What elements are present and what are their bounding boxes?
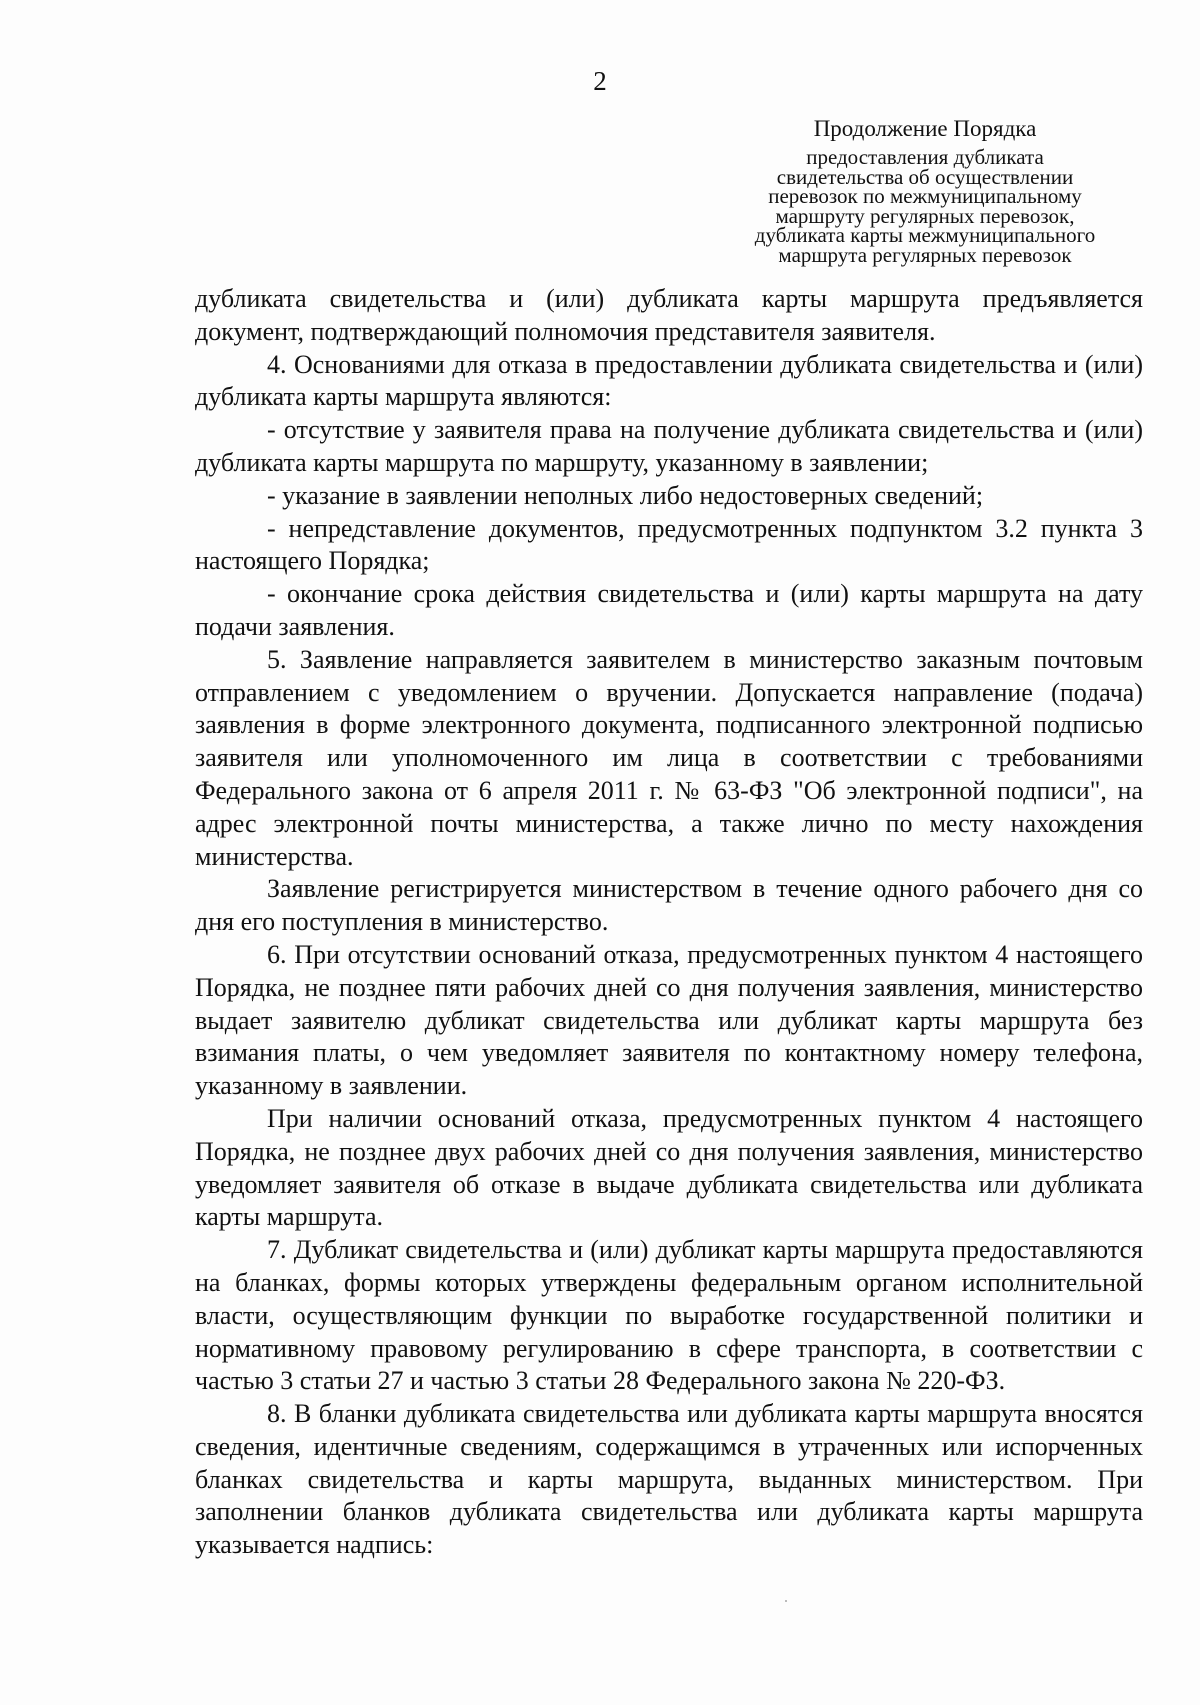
paragraph: 6. При отсутствии оснований отказа, предусмотренных пунктом 4 настоящего Порядка, не позднее пяти рабочих дней со дня получения заявления, министерство выдает заявителю дубликат свидетельства или дубликат карты маршрута без взимания платы, о чем уведомляет заявителя по контактному номеру телефона, указанному в заявлении. xyxy=(195,939,1143,1101)
header-title: Продолжение Порядка xyxy=(813,116,1037,141)
paragraph: - непредставление документов, предусмотренных подпунктом 3.2 пункта 3 настоящего Порядка; xyxy=(195,513,1143,576)
body-text xyxy=(195,283,1143,1562)
paragraph: Заявление регистрируется министерством в течение одного рабочего дня со дня его поступления в министерство. xyxy=(195,874,1143,937)
paragraph: 8. В бланки дубликата свидетельства или дубликата карты маршрута вносятся сведения, идентичные сведениям, содержащимся в утраченных или испорченных бланках свидетельства и карты маршрута, выданных министерством. При заполнении бланков дубликата свидетельства или дубликата карты маршрута указывается надпись: xyxy=(195,1399,1143,1560)
paragraph: - указание в заявлении неполных либо недостоверных сведений; xyxy=(267,480,984,510)
header-line: маршруту регулярных перевозок, xyxy=(775,203,1075,228)
header-line: маршрута регулярных перевозок xyxy=(778,242,1072,267)
paragraph: При наличии оснований отказа, предусмотренных пунктом 4 настоящего Порядка, не позднее двух рабочих дней со дня получения заявления, министерство уведомляет заявителя об отказе в выдаче дубликата свидетельства или дубликата карты маршрута. xyxy=(195,1103,1143,1232)
header-line: предоставления дубликата xyxy=(806,145,1044,169)
header-line: свидетельства об осуществлении xyxy=(776,164,1074,189)
page-number: 2 xyxy=(593,66,607,96)
header-line: дубликата карты межмуниципального xyxy=(754,223,1096,247)
paragraph: 7. Дубликат свидетельства и (или) дубликат карты маршрута предоставляются на бланках, формы которых утверждены федеральным органом исполнительной власти, осуществляющим функции по выработке государственной политики и нормативному правовому регулированию в сфере транспорта, в соответствии с частью 3 статьи 27 и частью 3 статьи 28 Федерального закона № 220-ФЗ. xyxy=(195,1235,1143,1396)
header-line: перевозок по межмуниципальному xyxy=(768,184,1082,208)
scan-speck xyxy=(785,1600,787,1602)
header-note xyxy=(720,118,1130,265)
paragraph: дубликата свидетельства и (или) дубликата карты маршрута предъявляется документ, подтверждающий полномочия представителя заявителя. xyxy=(195,284,1143,346)
paragraph: 5. Заявление направляется заявителем в министерство заказным почтовым отправлением с уведомлением о вручении. Допускается направление (подача) заявления в форме электронного документа, подписанного электронной подписью заявителя или уполномоченного им лица в соответствии с требованиями Федерального закона от 6 апреля 2011 г. № 63-ФЗ "Об электронной подписи", на адрес электронной почты министерства, а также лично по месту нахождения министерства. xyxy=(195,644,1143,871)
paragraph: - отсутствие у заявителя права на получение дубликата свидетельства и (или) дубликата карты маршрута по маршруту, указанному в заявлении; xyxy=(195,415,1143,477)
paragraph: 4. Основаниями для отказа в предоставлении дубликата свидетельства и (или) дубликата карты маршрута являются: xyxy=(195,349,1143,412)
paragraph: - окончание срока действия свидетельства и (или) карты маршрута на дату подачи заявления. xyxy=(195,579,1143,641)
